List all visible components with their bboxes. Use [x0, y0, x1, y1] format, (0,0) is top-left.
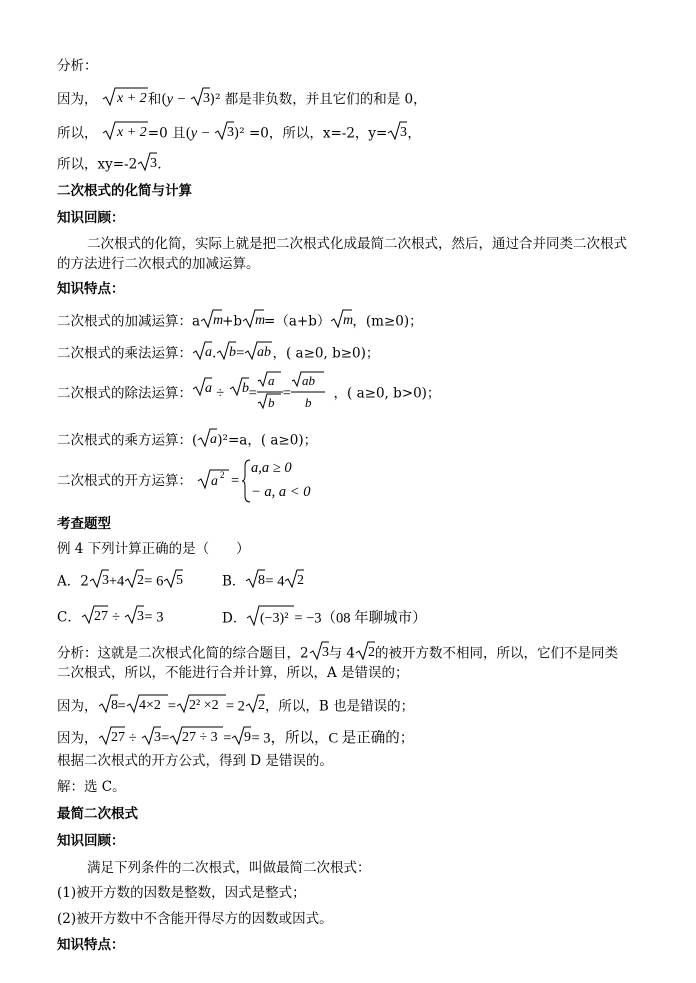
svg-text:27 ÷ 3: 27 ÷ 3 — [182, 730, 218, 745]
svg-text:2: 2 — [367, 645, 375, 660]
svg-text:a: a — [205, 345, 212, 360]
question: 例 4 下列计算正确的是（ ） — [57, 541, 250, 557]
svg-text:27: 27 — [110, 730, 125, 745]
svg-text:3: 3 — [226, 125, 234, 140]
formula-div: 二次根式的除法运算： a ÷ b = a b = ab b ，( a≥0, b>0)； — [57, 373, 441, 410]
analysis-b: 因为， 8 = 4×2 = 2² ×2 = 2 2 ，所以，B 也是错误的； — [57, 693, 414, 721]
svg-text:m: m — [255, 313, 266, 328]
svg-text:2: 2 — [257, 698, 265, 713]
intro-line-2: 因为， x + 2 和(y − 3 )² 都是非负数，并且它们的和是 0， — [57, 86, 427, 114]
answer: 解：选 C。 — [57, 779, 126, 795]
features-heading: 知识特点： — [57, 281, 125, 297]
option-c: C． 27 ÷ 3 = 3 — [57, 604, 163, 632]
features-heading: 知识特点： — [57, 937, 125, 953]
intro-line-3: 所以， x + 2 =0 且(y − 3 )² =0，所以，x=-2，y= 3 ， — [57, 120, 421, 148]
radical — [137, 151, 157, 179]
svg-text:a: a — [267, 373, 275, 388]
radical — [214, 120, 234, 148]
svg-text:8: 8 — [110, 698, 118, 713]
formula-add: 二次根式的加减运算：a m +b m =（a+b） m ，(m≥0)； — [57, 308, 423, 336]
formula-mult: 二次根式的乘法运算： a . b = ab ，( a≥0, b≥0)； — [57, 340, 379, 368]
section-title: 二次根式的化简与计算 — [57, 183, 192, 199]
option-b: B． 8 = 4 2 — [222, 568, 304, 596]
svg-text:2: 2 — [220, 470, 225, 480]
section-title: 最简二次根式 — [57, 806, 138, 822]
svg-text:b: b — [304, 395, 312, 410]
recall-heading: 知识回顾： — [57, 210, 125, 226]
svg-text:2: 2 — [297, 573, 305, 588]
svg-text:3: 3 — [202, 91, 210, 106]
exam-title: 考查题型 — [57, 516, 111, 532]
svg-text:b: b — [241, 381, 249, 396]
radical — [102, 86, 148, 114]
radical — [102, 120, 148, 148]
intro-line-4: 所以，xy=-2 3 . — [57, 151, 162, 179]
condition-1: (1)被开方数的因数是整数，因式是整式； — [57, 885, 306, 901]
svg-text:3: 3 — [101, 573, 109, 588]
svg-text:5: 5 — [176, 573, 184, 588]
condition-2: (2)被开方数中不含能开得尽方的因数或因式。 — [57, 911, 333, 927]
analysis-d: 根据二次根式的开方公式，得到 D 是错误的。 — [57, 753, 333, 769]
paragraph: 满足下列条件的二次根式，叫做最简二次根式： — [87, 860, 371, 876]
formula-power: 二次根式的乘方运算：( a )²=a，( a≥0)； — [57, 427, 317, 455]
analysis-line: 分析：这就是二次根式化简的综合题目，2 3 与 4 2 的被开方数不相同，所以，它们不是同类 — [57, 640, 618, 668]
svg-text:3: 3 — [137, 609, 145, 624]
svg-text:b: b — [267, 395, 275, 410]
radical — [387, 120, 407, 148]
svg-text:ab: ab — [301, 373, 315, 388]
svg-text:3: 3 — [400, 125, 408, 140]
svg-text:27: 27 — [93, 609, 108, 624]
svg-text:a: a — [211, 474, 218, 489]
svg-text:b: b — [229, 345, 237, 360]
analysis-c: 因为， 27 ÷ 3 = 27 ÷ 3 = 9 = 3，所以，C 是正确的； — [57, 725, 414, 753]
svg-text:x + 2: x + 2 — [116, 91, 147, 106]
svg-text:a: a — [210, 432, 218, 447]
svg-text:(−3)²: (−3)² — [260, 611, 289, 626]
svg-text:9: 9 — [244, 730, 252, 745]
svg-text:3: 3 — [321, 645, 329, 660]
analysis-label: 分析： — [57, 58, 98, 74]
option-a: A．2 3 +4 2 = 6 5 — [57, 568, 183, 596]
paragraph: 二次根式的化简，实际上就是把二次根式化成最简二次根式，然后，通过合并同类二次根式 — [87, 236, 627, 252]
recall-heading: 知识回顾： — [57, 833, 125, 849]
option-d: D． (−3)² = −3（08 年聊城市） — [222, 604, 427, 634]
svg-text:8: 8 — [258, 573, 266, 588]
svg-text:ab: ab — [257, 345, 272, 360]
svg-text:3: 3 — [150, 156, 158, 171]
svg-text:m: m — [343, 313, 354, 328]
svg-text:2: 2 — [137, 573, 145, 588]
svg-text:m: m — [213, 313, 224, 328]
svg-text:2² ×2: 2² ×2 — [188, 698, 219, 713]
svg-text:3: 3 — [154, 730, 162, 745]
paragraph: 的方法进行二次根式的加减运算。 — [57, 256, 260, 272]
radical — [190, 86, 210, 114]
analysis-line: 二次根式，所以，不能进行合并计算，所以，A 是错误的； — [57, 665, 409, 681]
svg-text:a: a — [205, 381, 212, 396]
svg-text:4×2: 4×2 — [138, 698, 161, 713]
svg-text:x + 2: x + 2 — [116, 125, 147, 140]
